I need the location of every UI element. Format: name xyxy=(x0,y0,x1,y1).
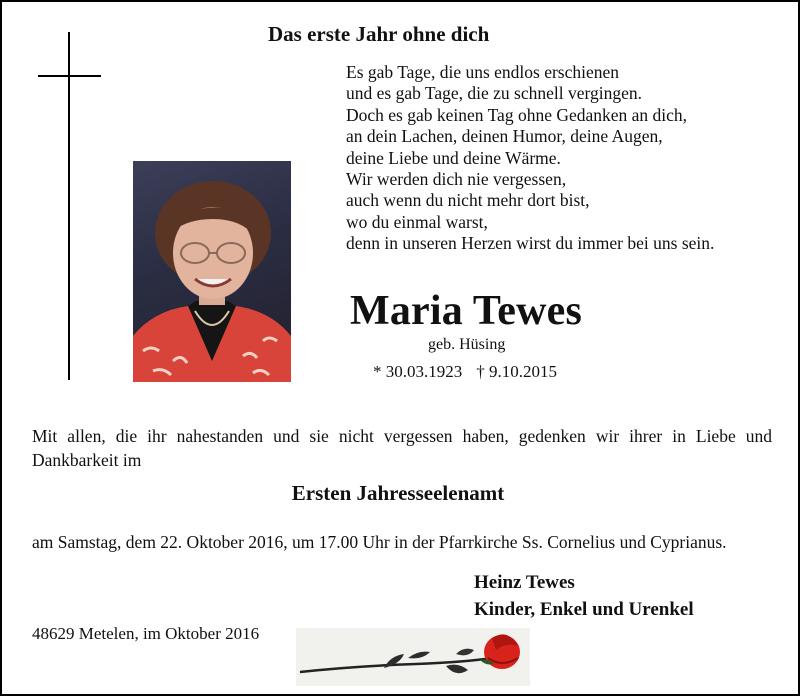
death-date: † 9.10.2015 xyxy=(476,362,557,381)
remembrance-paragraph: Mit allen, die ihr nahestanden und sie nicht vergessen haben, gedenken wir ihrer in Liebe und Dankbarkeit im xyxy=(32,426,772,470)
poem-line: deine Liebe und deine Wärme. xyxy=(346,147,561,168)
rose-icon xyxy=(296,628,530,686)
place-date: 48629 Metelen, im Oktober 2016 xyxy=(32,624,260,643)
rose-illustration xyxy=(296,628,530,686)
poem-line: und es gab Tage, die zu schnell vergingen. xyxy=(346,83,643,104)
poem-line: Es gab Tage, die uns endlos erschienen xyxy=(346,62,620,82)
cross-icon-horizontal xyxy=(38,75,101,77)
memorial-mass-title: Ersten Jahresseelenamt xyxy=(291,481,505,505)
life-dates xyxy=(373,362,571,382)
signer-name: Heinz Tewes xyxy=(474,572,575,593)
portrait-illustration xyxy=(133,161,291,382)
signers xyxy=(474,569,694,623)
born-name: geb. Hüsing xyxy=(428,336,506,353)
poem-line: Doch es gab keinen Tag ohne Gedanken an dich, xyxy=(346,104,688,125)
poem xyxy=(346,62,714,255)
cross-icon-vertical xyxy=(68,32,70,380)
portrait-photo xyxy=(133,161,291,382)
poem-line: an dein Lachen, deinen Humor, deine Augen, xyxy=(346,126,663,147)
signer-family: Kinder, Enkel und Urenkel xyxy=(474,599,694,620)
heading: Das erste Jahr ohne dich xyxy=(268,22,490,46)
poem-line: wo du einmal warst, xyxy=(346,211,488,232)
poem-line: Wir werden dich nie vergessen, xyxy=(346,169,567,190)
service-details: am Samstag, dem 22. Oktober 2016, um 17.00 Uhr in der Pfarrkirche Ss. Cornelius und Cyprianus. xyxy=(32,532,727,552)
poem-line: denn in unseren Herzen wirst du immer bei uns sein. xyxy=(346,233,715,254)
birth-date: * 30.03.1923 xyxy=(373,362,463,381)
deceased-name: Maria Tewes xyxy=(350,288,583,334)
poem-line: auch wenn du nicht mehr dort bist, xyxy=(346,190,590,211)
